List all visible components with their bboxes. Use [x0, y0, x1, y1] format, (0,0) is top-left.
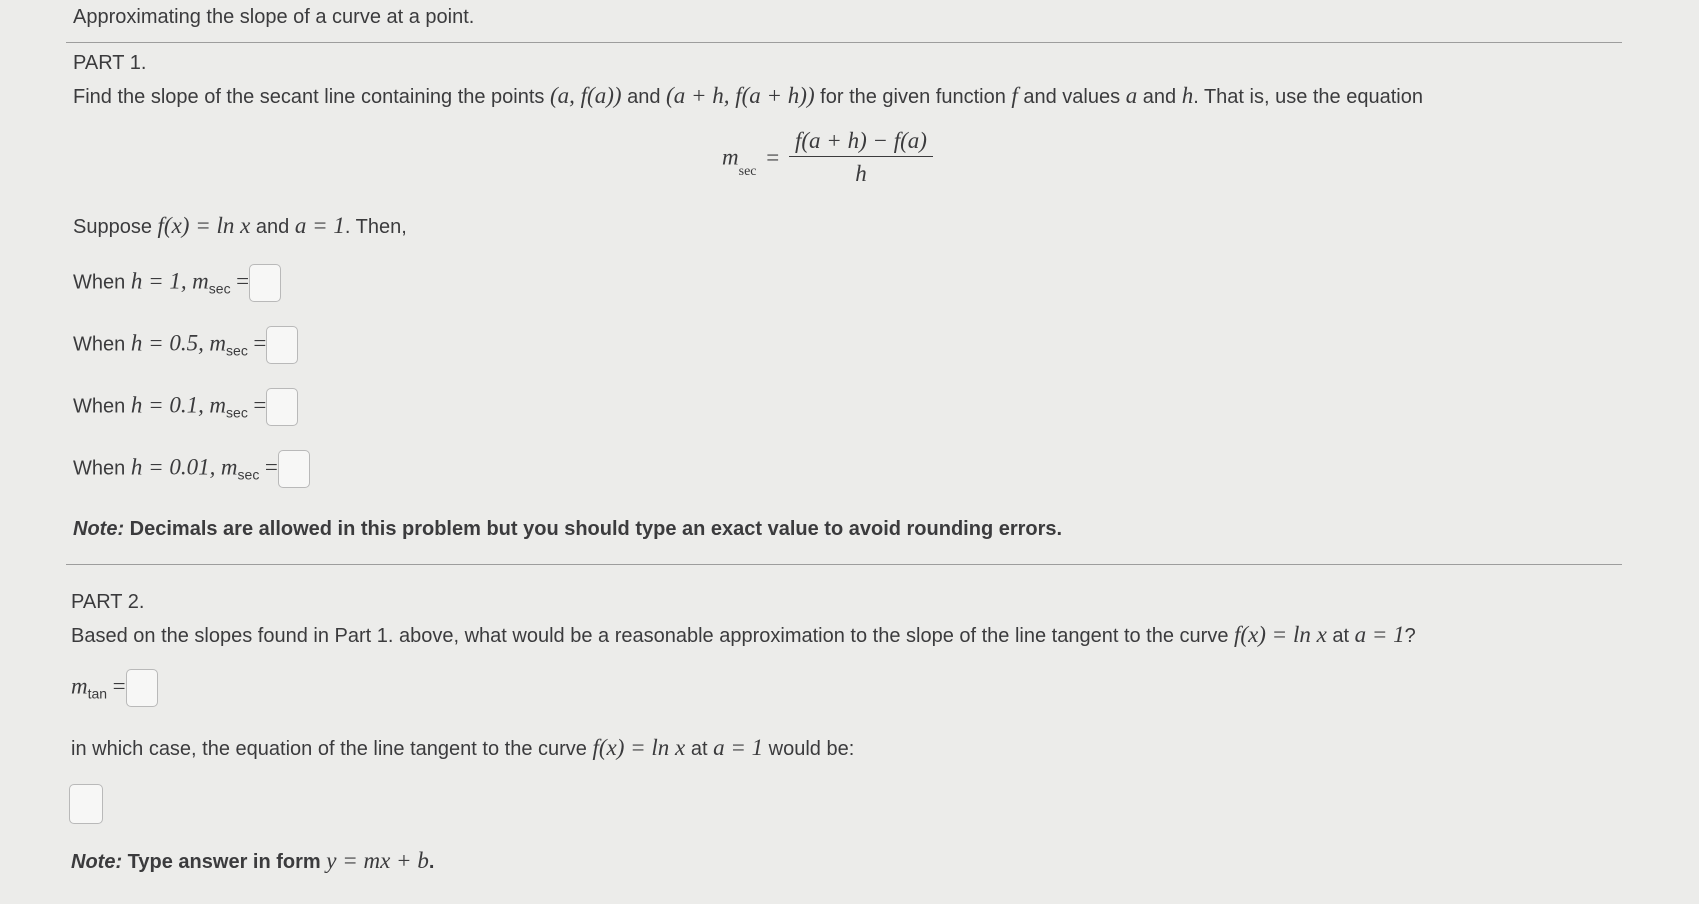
row-h-value: h = 0.5,: [130, 330, 204, 356]
formula-sub: sec: [738, 163, 757, 179]
line-function: f(x) = ln x: [592, 735, 686, 760]
part2-note: [71, 848, 434, 874]
tangent-line-text: [71, 735, 854, 761]
suppose-function: f(x) = ln x: [157, 213, 251, 238]
answer-input-h001[interactable]: [278, 450, 310, 488]
section-divider: [66, 564, 1622, 565]
part2-question: [71, 622, 1416, 648]
note-text: Type answer in form: [127, 851, 321, 873]
question-function: f(x) = ln x: [1234, 622, 1327, 647]
intro-text-d: . That is, use the equation: [1193, 86, 1423, 108]
point-a-plus-h: (a + h, f(a + h)): [666, 83, 815, 108]
note-label: Note:: [73, 518, 125, 540]
question-end: ?: [1404, 625, 1416, 647]
formula-equals: =: [766, 144, 780, 170]
row-sub: sec: [226, 342, 248, 359]
answer-input-tangent-line[interactable]: [69, 784, 103, 824]
row-when: When: [73, 271, 126, 294]
secant-formula: [722, 128, 933, 187]
secant-row: [73, 264, 281, 302]
point-a: (a, f(a)): [550, 83, 622, 108]
suppose-line: [73, 213, 407, 239]
symbol-f: f: [1011, 83, 1018, 108]
note-end: .: [428, 851, 435, 873]
row-when: When: [73, 457, 126, 480]
answer-input-h1[interactable]: [249, 264, 281, 302]
mtan-sub: tan: [87, 685, 108, 702]
note-text: Decimals are allowed in this problem but you should type an exact value to avoid rounding errors.: [129, 518, 1063, 540]
question-text: Based on the slopes found in Part 1. above, what would be a reasonable approximation to the slope of the line tangent to the curve: [71, 625, 1229, 647]
intro-text-a: Find the slope of the secant line containing the points: [73, 86, 545, 108]
mtan-m: m: [71, 673, 88, 699]
note-form: y = mx + b: [326, 848, 429, 873]
mtan-row: [71, 669, 158, 707]
symbol-h: h: [1181, 83, 1194, 108]
secant-row: [73, 388, 298, 426]
row-equals: =: [253, 330, 267, 356]
part1-intro: [73, 83, 1423, 109]
answer-input-h01[interactable]: [266, 388, 298, 426]
row-equals: =: [264, 454, 278, 480]
row-h-value: h = 1,: [130, 268, 187, 294]
formula-numerator: f(a + h) − f(a): [789, 128, 933, 157]
row-sub: sec: [226, 404, 248, 421]
mtan-equals: =: [112, 673, 126, 699]
note-label: Note:: [71, 851, 123, 873]
part1-heading: PART 1.: [73, 52, 147, 74]
suppose-then: . Then,: [344, 216, 407, 238]
formula-denominator: h: [855, 161, 867, 186]
row-sub: sec: [208, 280, 231, 297]
formula-m: m: [722, 144, 739, 170]
part2-heading: PART 2.: [71, 591, 145, 613]
row-h-value: h = 0.1,: [130, 392, 204, 418]
suppose-a-value: a = 1: [294, 213, 345, 238]
symbol-a: a: [1125, 83, 1138, 108]
row-sub: sec: [237, 466, 260, 483]
answer-input-mtan[interactable]: [126, 669, 158, 707]
secant-row: [73, 450, 310, 488]
question-a-value: a = 1: [1354, 622, 1405, 647]
line-text: in which case, the equation of the line tangent to the curve: [71, 738, 587, 760]
tangent-answer-row: [69, 784, 103, 824]
secant-row: [73, 326, 298, 364]
row-equals: =: [236, 268, 250, 294]
line-a-value: a = 1: [713, 735, 764, 760]
suppose-text: Suppose: [73, 216, 152, 238]
part1-note: [73, 518, 1062, 541]
line-at: at: [690, 738, 708, 760]
row-equals: =: [253, 392, 267, 418]
intro-and: and: [627, 86, 661, 108]
formula-fraction: [789, 128, 933, 187]
row-when: When: [73, 395, 126, 418]
intro-text-c: and values: [1023, 86, 1121, 108]
row-h-value: h = 0.01,: [130, 454, 216, 480]
row-m: m: [209, 392, 227, 418]
intro-text-b: for the given function: [820, 86, 1006, 108]
row-m: m: [192, 268, 209, 294]
row-m: m: [209, 330, 227, 356]
row-when: When: [73, 333, 126, 356]
suppose-and: and: [255, 216, 290, 238]
row-m: m: [220, 454, 238, 480]
title-divider: [66, 42, 1622, 43]
question-at: at: [1332, 625, 1350, 647]
answer-input-h05[interactable]: [266, 326, 298, 364]
page-title: Approximating the slope of a curve at a point.: [73, 6, 475, 28]
line-end: would be:: [768, 738, 855, 760]
intro-and2: and: [1142, 86, 1177, 108]
